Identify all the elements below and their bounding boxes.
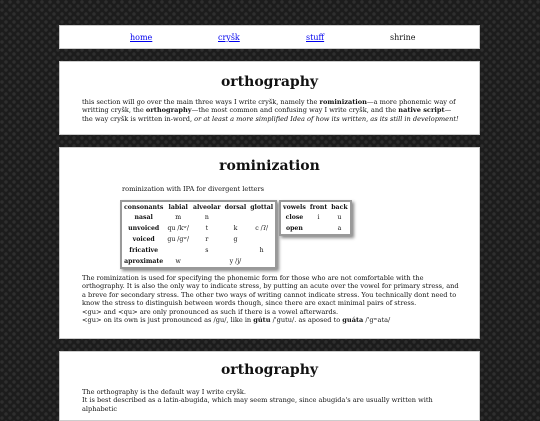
table-row — [121, 245, 276, 256]
rominization-text — [82, 274, 462, 324]
nav-link-home[interactable]: home — [130, 33, 153, 42]
table-cell: t — [205, 225, 209, 232]
orthography-paragraph: The orthography is the default way I write cryšk. — [82, 388, 246, 396]
table-row-header: voiced — [132, 236, 155, 243]
table-row — [121, 256, 276, 268]
intro-text: —a more phonemic way of writting cryšk, the — [82, 98, 456, 115]
intro-text: —the way cryšk is written in-word, — [82, 106, 452, 123]
table-row — [121, 223, 276, 234]
table-row-header: unvoiced — [128, 225, 160, 232]
top-navigation — [59, 25, 480, 49]
table-row-header: close — [285, 214, 304, 221]
table-cell — [248, 256, 276, 268]
table-row-header: open — [285, 225, 303, 232]
orthography-text — [82, 388, 462, 413]
example-word: guáta — [342, 316, 364, 325]
table-header: alveolar — [193, 203, 221, 211]
table-cell — [248, 234, 276, 245]
orthography-section — [59, 351, 480, 421]
table-cell: g — [233, 236, 238, 243]
nav-link-crysk[interactable]: cryšk — [218, 33, 240, 42]
table-cell: i — [317, 214, 320, 221]
table-row — [280, 223, 351, 235]
table-header: front — [309, 203, 328, 211]
table-cell: r — [205, 236, 209, 243]
table-header: vowels — [283, 203, 306, 211]
table-row — [280, 212, 351, 223]
table-row-header: aproximate — [124, 258, 164, 265]
table-cell — [165, 245, 191, 256]
table-cell: m — [175, 214, 182, 221]
intro-term-rominization: rominization — [319, 98, 367, 106]
table-header: labial — [168, 203, 188, 211]
table-cell: gu /gʷ/ — [167, 236, 190, 243]
table-cell: a — [337, 225, 342, 232]
rominization-paragraph: <gu> and <qu> are only pronounced as such if there is a vowel afterwards. — [82, 307, 339, 316]
rominization-section — [59, 147, 480, 339]
intro-term-native-script: native script — [398, 106, 445, 115]
table-row — [121, 234, 276, 245]
example-word: gútu — [253, 316, 271, 325]
section-title: rominization — [219, 158, 320, 174]
table-cell — [248, 212, 276, 223]
table-cell: u — [337, 214, 342, 221]
intro-paragraph — [82, 98, 460, 123]
table-cell: h — [259, 247, 264, 254]
section-title: orthography — [220, 362, 319, 378]
orthography-paragraph: It is best described as a latin-abugida, which may seem strange, since abugida's are usually written with alphabetic — [82, 396, 433, 413]
intro-italic-note: or at least a more simplified Idea of how its written, as its still in development! — [194, 114, 459, 123]
table-caption: rominization with IPA for divergent letters — [122, 185, 264, 193]
table-header: glottal — [250, 203, 274, 211]
table-cell — [308, 223, 329, 235]
table-row — [121, 212, 276, 223]
rominization-paragraph: The rominization is used for specifying the phonemic form for those who are not comfortable with the orthography. It is also the only way to indicate stress, by putting an acute over the vowel for primary stress, and a breve for secondary stress. The other two ways of writing cannot indicate stress. You technically dont need to know the stress to distinguish between words though, since there are exact minimal pairs of stress. — [82, 274, 459, 308]
nav-link-stuff[interactable]: stuff — [306, 33, 325, 42]
table-cell: y /j/ — [229, 258, 242, 265]
table-cell: k — [233, 225, 238, 232]
inline-text: /'gutu/. as aposed to — [270, 316, 343, 325]
inline-text: /'gʷata/ — [363, 316, 391, 325]
table-header: consonants — [124, 203, 164, 211]
table-cell — [191, 256, 223, 268]
section-title: orthography — [220, 74, 319, 90]
table-cell — [223, 245, 249, 256]
table-cell: w — [175, 258, 181, 265]
intro-text: —the most common and confusing way I write cryšk, and the — [191, 106, 399, 115]
table-cell: n — [204, 214, 209, 221]
intro-term-orthography: orthography — [145, 106, 192, 115]
orthography-intro-section — [59, 61, 480, 135]
table-row-header: fricative — [129, 247, 159, 254]
table-cell: c /ʔ/ — [255, 225, 269, 232]
table-row-header: nasal — [134, 214, 153, 221]
consonants-table — [120, 200, 277, 269]
table-header: dorsal — [224, 203, 247, 211]
vowels-table — [279, 200, 352, 236]
table-cell — [223, 212, 249, 223]
table-header: back — [331, 203, 348, 211]
table-cell: qu /kʷ/ — [167, 225, 189, 232]
nav-item-shrine: shrine — [390, 33, 416, 42]
intro-text: this section will go over the main three ways I write cryšk, namely the — [82, 98, 320, 106]
inline-text: <gu> on its own is just pronounced as /gu/, like in — [82, 316, 254, 325]
table-cell: s — [205, 247, 209, 254]
rominization-paragraph — [82, 316, 462, 324]
